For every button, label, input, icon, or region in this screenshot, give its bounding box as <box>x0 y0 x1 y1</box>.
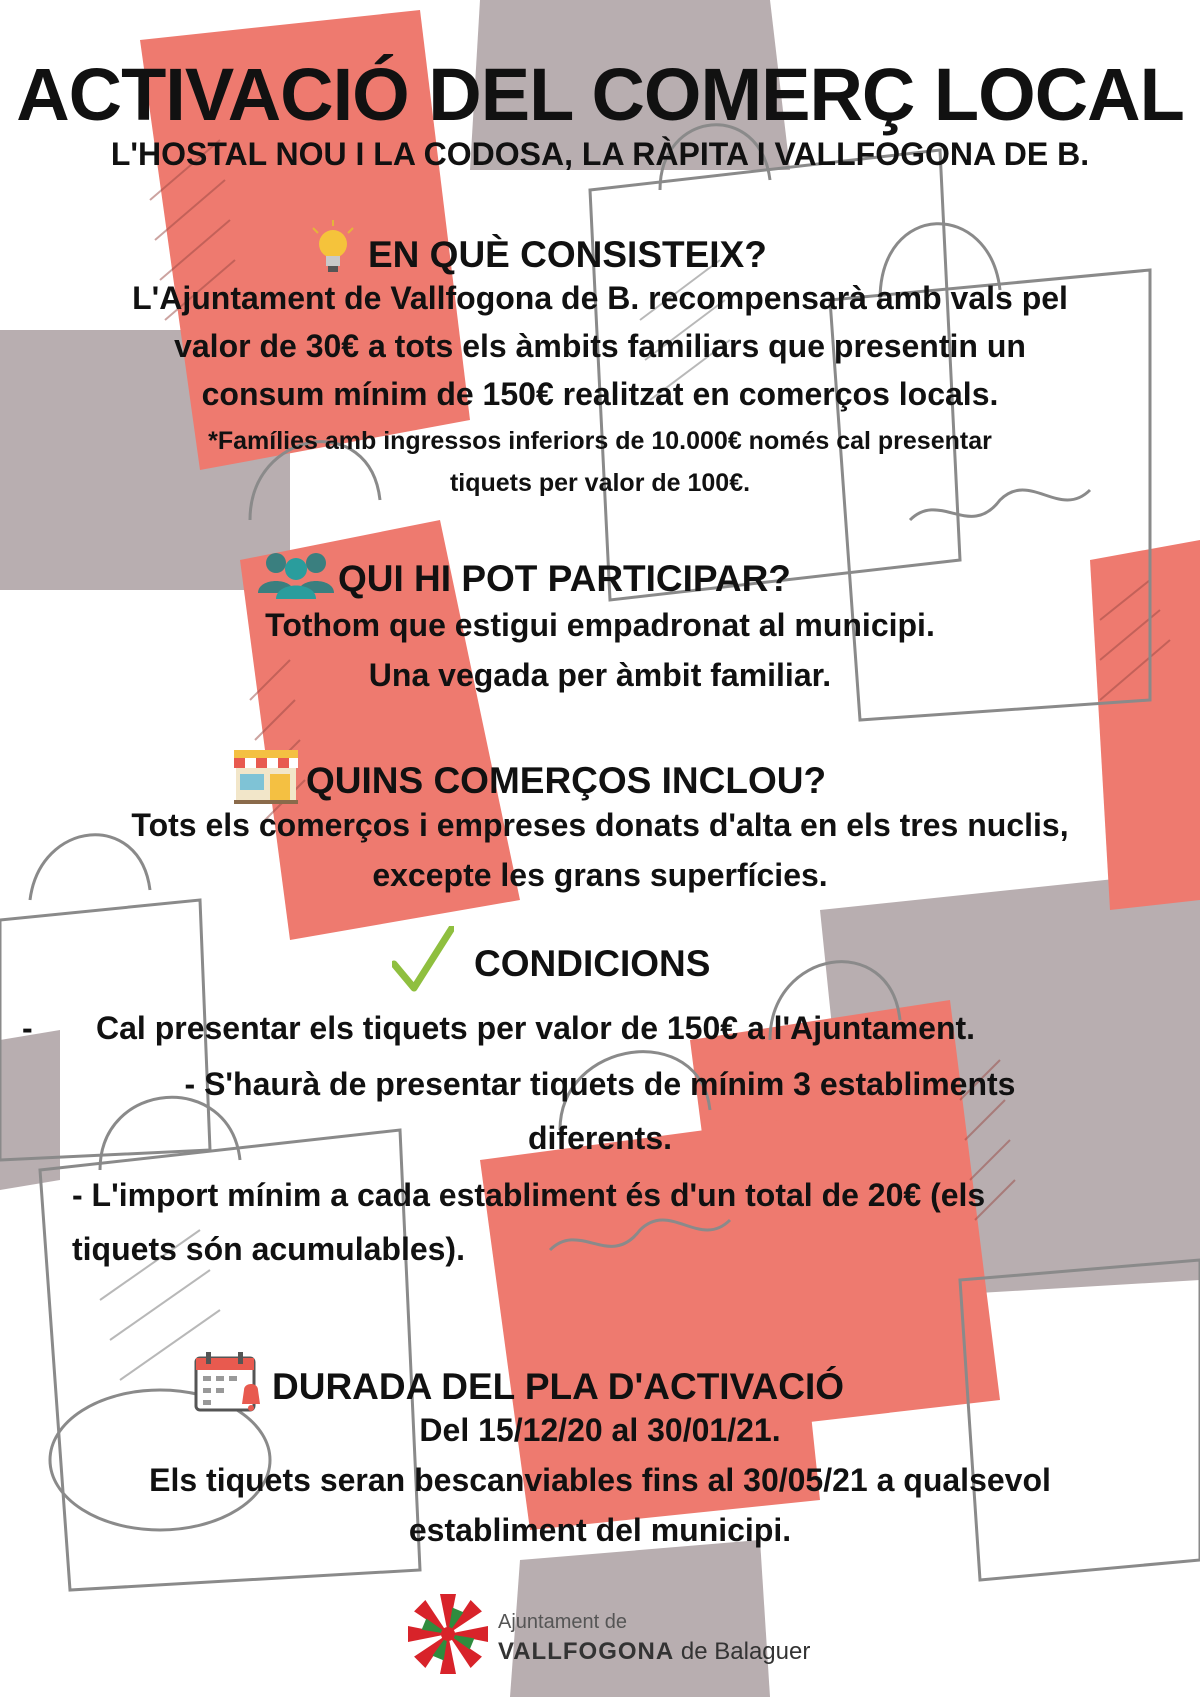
text-line: consum mínim de 150€ realitzat en comerços locals. <box>201 376 999 412</box>
condition-item-2 <box>0 1057 1200 1165</box>
logo-rest: de Balaguer <box>680 1637 811 1665</box>
section-comercos-title: QUINS COMERÇOS INCLOU? <box>306 760 827 801</box>
section-durada-title: DURADA DEL PLA D'ACTIVACIÓ <box>272 1366 845 1407</box>
section-participar-title: QUI HI POT PARTICIPAR? <box>338 558 791 599</box>
text-line: establiment del municipi. <box>408 1512 792 1548</box>
logo-bold: VALLFOGONA <box>498 1637 675 1665</box>
text-line: - L'import mínim a cada establiment és d'un total de 20€ (els <box>72 1177 986 1213</box>
text-line: diferents. <box>527 1120 673 1156</box>
text-line: Tots els comerços i empreses donats d'alta en els tres nuclis, <box>131 807 1069 843</box>
text-line: Els tiquets seran bescanviables fins al 30/05/21 a qualsevol <box>149 1462 1051 1498</box>
text-line: L'Ajuntament de Vallfogona de B. recompensarà amb vals pel <box>132 280 1068 316</box>
section-consisteix-text <box>0 274 1200 418</box>
note-line: tiquets per valor de 100€. <box>449 469 751 497</box>
section-condicions-title: CONDICIONS <box>474 943 711 984</box>
note-line: *Famílies amb ingressos inferiors de 10.000€ només cal presentar <box>208 427 992 455</box>
section-consisteix-title: EN QUÈ CONSISTEIX? <box>368 234 767 275</box>
poster-subtitle: L'HOSTAL NOU I LA CODOSA, LA RÀPITA I VALLFOGONA DE B. <box>110 136 1090 172</box>
text-line: tiquets són acumulables). <box>72 1231 465 1267</box>
text-line: excepte les grans superfícies. <box>372 857 828 893</box>
section-durada-text <box>0 1455 1200 1555</box>
footer-logo <box>406 1592 810 1681</box>
section-participar-text <box>0 600 1200 700</box>
condition-item-1: Cal presentar els tiquets per valor de 150€ a l'Ajuntament. <box>96 1010 976 1046</box>
condition-bullet: - <box>22 1010 33 1046</box>
section-durada-dates: Del 15/12/20 al 30/01/21. <box>419 1412 781 1448</box>
text-line: Una vegada per àmbit familiar. <box>368 657 832 693</box>
logo-line-1: Ajuntament de <box>498 1610 627 1633</box>
logo-line-2 <box>498 1637 810 1667</box>
condition-item-3 <box>72 1168 985 1276</box>
section-comercos-text <box>0 800 1200 900</box>
text-line: valor de 30€ a tots els àmbits familiars que presentin un <box>174 328 1026 364</box>
section-consisteix-note <box>0 420 1200 504</box>
section-condicions-heading <box>392 926 710 1002</box>
logo-star-icon <box>406 1592 490 1681</box>
poster-title: ACTIVACIÓ DEL COMERÇ LOCAL <box>16 53 1184 136</box>
text-line: Tothom que estigui empadronat al municipi. <box>265 607 935 643</box>
text-line: - S'haurà de presentar tiquets de mínim 3 establiments <box>184 1066 1016 1102</box>
checkmark-icon <box>392 926 454 1002</box>
logo-text <box>498 1607 810 1667</box>
